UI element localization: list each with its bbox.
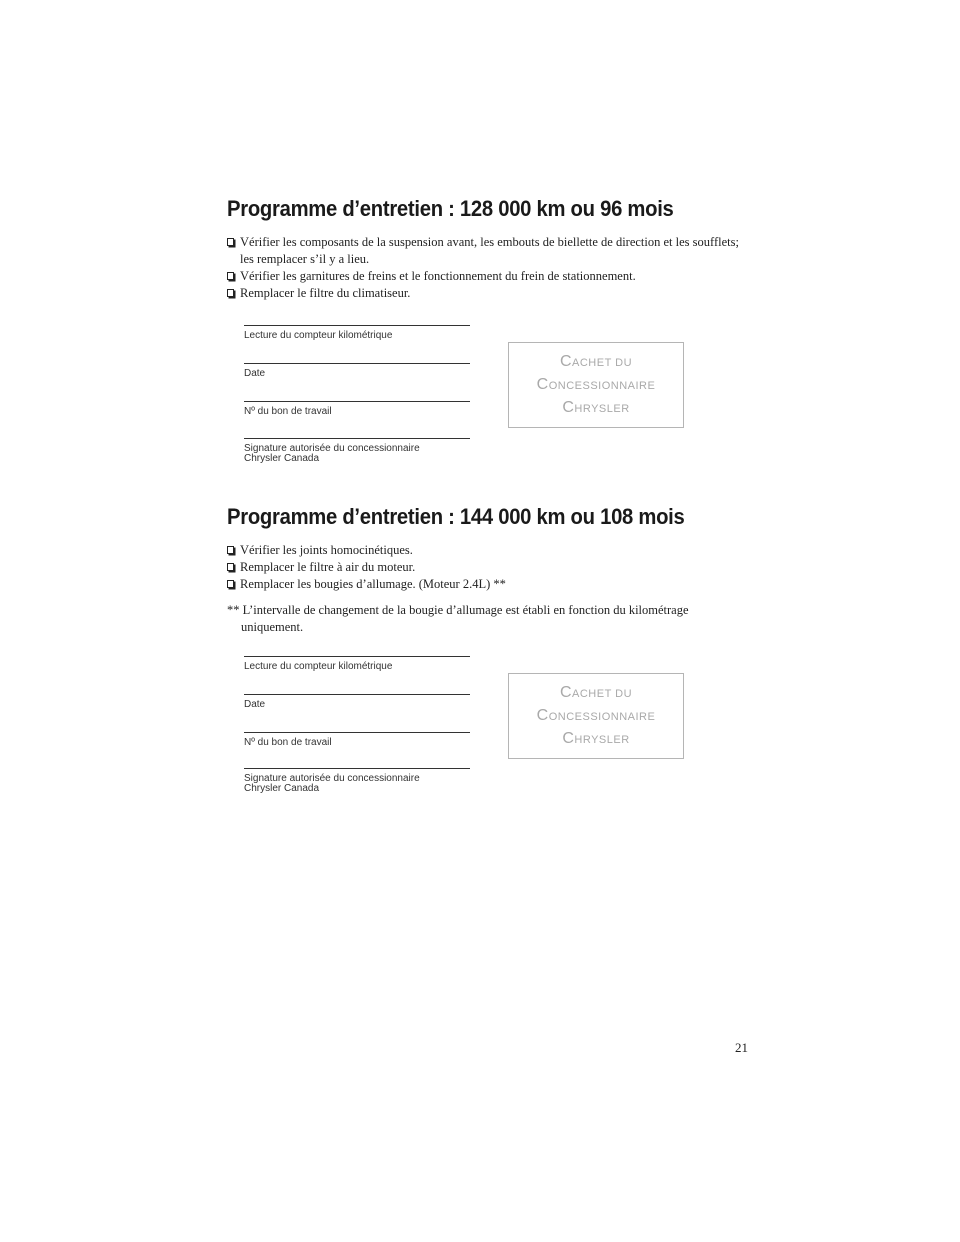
- checklist-item: [227, 268, 747, 285]
- stamp-line-1: CACHET DU: [559, 352, 633, 370]
- dealer-stamp-box: [508, 673, 684, 759]
- dealer-stamp-box: [508, 342, 684, 428]
- odometer-field[interactable]: [244, 325, 470, 341]
- date-field[interactable]: [244, 363, 470, 379]
- work-order-line: [244, 401, 470, 402]
- signature-label-line2: Chrysler Canada: [244, 453, 320, 464]
- checklist-item-text: Vérifier les joints homocinétiques.: [240, 543, 413, 557]
- checklist-item-text: Vérifier les garnitures de freins et le fonctionnement du frein de stationnement.: [240, 269, 636, 283]
- checkbox-icon: [227, 289, 234, 297]
- work-order-label: Nº du bon de travail: [244, 406, 332, 417]
- checklist-item: [227, 542, 747, 559]
- checklist-item-text: Vérifier les composants de la suspension avant, les embouts de biellette de direction et les soufflets; les remplacer s’il y a lieu.: [240, 235, 739, 266]
- signature-label-line1: Signature autorisée du concessionnaire: [244, 773, 420, 784]
- odometer-label: Lecture du compteur kilométrique: [244, 661, 393, 672]
- signature-label-line1: Signature autorisée du concessionnaire: [244, 443, 420, 454]
- schedule-144000km: [227, 504, 747, 649]
- section-title: Programme d’entretien : 144 000 km ou 108 mois: [227, 504, 685, 529]
- checklist-item-text: Remplacer le filtre à air du moteur.: [240, 560, 416, 574]
- signature-line: [244, 768, 470, 769]
- checklist-item: [227, 234, 747, 268]
- odometer-field[interactable]: [244, 656, 470, 672]
- odometer-line: [244, 656, 470, 657]
- signature-label: [244, 774, 470, 794]
- signature-label: [244, 444, 470, 464]
- signature-field[interactable]: [244, 438, 470, 464]
- checklist-item-text: Remplacer les bougies d’allumage. (Moteur 2.4L) **: [240, 577, 506, 591]
- signature-label-line2: Chrysler Canada: [244, 783, 320, 794]
- stamp-line-2: CONCESSIONNAIRE: [536, 706, 656, 724]
- checklist-item-text: Remplacer le filtre du climatiseur.: [240, 286, 411, 300]
- footnote: ** L’intervalle de changement de la bougie d’allumage est établi en fonction du kilométrage uniquement.: [227, 603, 689, 634]
- checkbox-icon: [227, 563, 234, 571]
- checklist: [227, 234, 747, 302]
- checklist-item: [227, 559, 747, 576]
- date-label: Date: [244, 368, 266, 379]
- stamp-line-3: CHRYSLER: [562, 398, 630, 416]
- date-line: [244, 363, 470, 364]
- page-number: 21: [735, 1040, 748, 1055]
- date-line: [244, 694, 470, 695]
- checkbox-icon: [227, 272, 234, 280]
- odometer-label: Lecture du compteur kilométrique: [244, 330, 393, 341]
- checkbox-icon: [227, 580, 234, 588]
- checklist: [227, 542, 747, 593]
- stamp-line-1: CACHET DU: [559, 683, 633, 701]
- checklist-item: [227, 285, 747, 302]
- date-field[interactable]: [244, 694, 470, 710]
- stamp-line-3: CHRYSLER: [562, 729, 630, 747]
- work-order-field[interactable]: [244, 401, 470, 417]
- checkbox-icon: [227, 238, 234, 246]
- stamp-line-2: CONCESSIONNAIRE: [536, 375, 656, 393]
- section-title: Programme d’entretien : 128 000 km ou 96 mois: [227, 196, 674, 221]
- signature-line: [244, 438, 470, 439]
- checkbox-icon: [227, 546, 234, 554]
- odometer-line: [244, 325, 470, 326]
- work-order-field[interactable]: [244, 732, 470, 748]
- work-order-line: [244, 732, 470, 733]
- schedule-128000km: [227, 196, 747, 302]
- checklist-item: [227, 576, 747, 593]
- work-order-label: Nº du bon de travail: [244, 737, 332, 748]
- signature-field[interactable]: [244, 768, 470, 794]
- date-label: Date: [244, 699, 266, 710]
